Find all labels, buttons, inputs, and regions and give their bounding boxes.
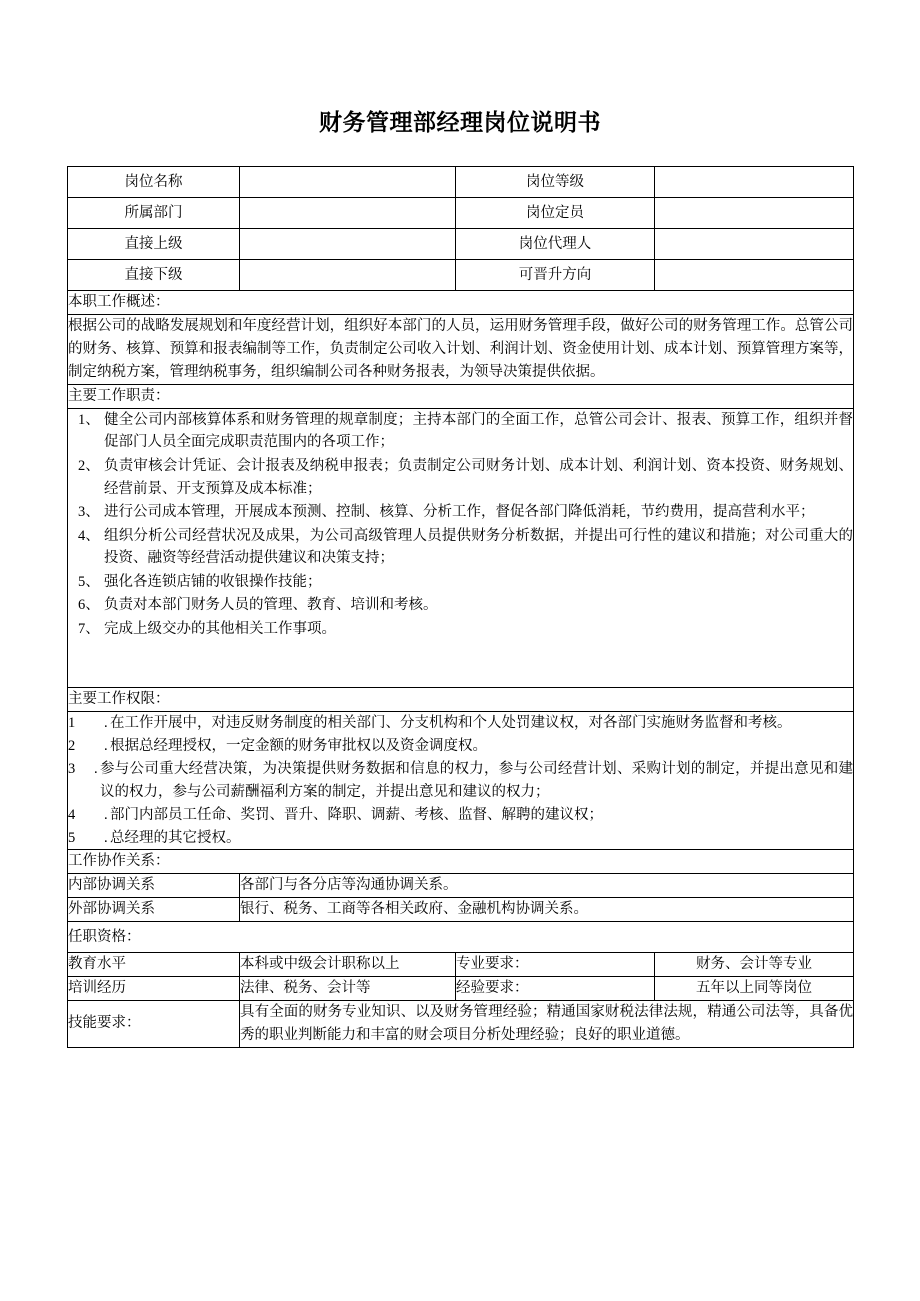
authority-dot: . bbox=[104, 829, 108, 846]
field-value-department[interactable] bbox=[240, 198, 456, 229]
authority-text: 参与公司重大经营决策，为决策提供财务数据和信息的权力，参与公司经营计划、采购计划的制定，并提出意见和建议的权力，参与公司薪酬福利方案的制定，并提出意见和建议的权力； bbox=[100, 760, 853, 800]
list-item bbox=[68, 594, 853, 617]
field-label-headcount: 岗位定员 bbox=[456, 198, 655, 229]
list-item bbox=[68, 804, 853, 827]
duty-text: 组织分析公司经营状况及成果，为公司高级管理人员提供财务分析数据，并提出可行性的建议和措施；对公司重大的投资、融资等经营活动提供建议和决策支持； bbox=[104, 527, 853, 567]
field-label-position-grade: 岗位等级 bbox=[456, 167, 655, 198]
field-value-deputy[interactable] bbox=[655, 229, 854, 260]
authority-text: 在工作开展中，对违反财务制度的相关部门、分支机构和个人处罚建议权，对各部门实施财务监督和考核。 bbox=[110, 715, 792, 731]
field-value-direct-subordinate[interactable] bbox=[240, 260, 456, 291]
list-item bbox=[68, 758, 853, 804]
duties-trailing-space bbox=[68, 641, 853, 687]
authority-number: 3 bbox=[68, 760, 76, 777]
duty-number: 1、 bbox=[78, 411, 100, 428]
section-header-row-authority bbox=[68, 688, 854, 712]
authority-number: 1 bbox=[68, 715, 76, 731]
job-description-table bbox=[67, 166, 854, 1048]
duty-text: 进行公司成本管理，开展成本预测、控制、核算、分析工作，督促各部门降低消耗，节约费用，提高营利水平； bbox=[104, 504, 815, 521]
field-label-direct-subordinate: 直接下级 bbox=[68, 260, 240, 291]
list-item bbox=[68, 525, 853, 571]
duty-text: 负责对本部门财务人员的管理、教育、培训和考核。 bbox=[104, 597, 438, 614]
section-heading-authority: 主要工作权限： bbox=[68, 688, 854, 712]
list-item bbox=[68, 618, 853, 641]
table-row bbox=[68, 1000, 854, 1047]
list-item bbox=[68, 827, 853, 850]
field-label-direct-supervisor: 直接上级 bbox=[68, 229, 240, 260]
authority-text: 总经理的其它授权。 bbox=[110, 829, 241, 846]
field-value-headcount[interactable] bbox=[655, 198, 854, 229]
qualification-label-experience: 经验要求： bbox=[456, 977, 655, 1001]
table-row bbox=[68, 898, 854, 922]
authority-number: 4 bbox=[68, 806, 76, 823]
coordination-label-internal: 内部协调关系 bbox=[68, 874, 240, 898]
field-label-promotion-path: 可晋升方向 bbox=[456, 260, 655, 291]
duty-text: 负责审核会计凭证、会计报表及纳税申报表；负责制定公司财务计划、成本计划、利润计划、资本投资、财务规划、经营前景、开支预算及成本标准； bbox=[104, 457, 853, 497]
qualification-label-major: 专业要求： bbox=[456, 953, 655, 977]
authority-list bbox=[68, 712, 853, 849]
coordination-label-external: 外部协调关系 bbox=[68, 898, 240, 922]
qualification-value-training: 法律、税务、会计等 bbox=[240, 977, 456, 1001]
section-heading-duties: 主要工作职责： bbox=[68, 384, 854, 408]
duty-number: 5、 bbox=[78, 573, 100, 590]
authority-number: 2 bbox=[68, 737, 76, 754]
qualification-value-education: 本科或中级会计职称以上 bbox=[240, 953, 456, 977]
list-item bbox=[68, 455, 853, 501]
coordination-value-external: 银行、税务、工商等各相关政府、金融机构协调关系。 bbox=[240, 898, 854, 922]
duty-number: 3、 bbox=[78, 504, 100, 521]
authority-number: 5 bbox=[68, 829, 76, 846]
qualification-value-experience: 五年以上同等岗位 bbox=[655, 977, 854, 1001]
section-body-row-duties bbox=[68, 408, 854, 688]
duty-number: 4、 bbox=[78, 527, 100, 544]
qualification-value-skills: 具有全面的财务专业知识、以及财务管理经验；精通国家财税法律法规，精通公司法等，具备优秀的职业判断能力和丰富的财会项目分析处理经验；良好的职业道德。 bbox=[240, 1000, 854, 1047]
field-value-promotion-path[interactable] bbox=[655, 260, 854, 291]
duty-number: 7、 bbox=[78, 620, 100, 637]
authority-dot: . bbox=[104, 715, 108, 731]
authority-text: 根据总经理授权，一定金额的财务审批权以及资金调度权。 bbox=[110, 737, 487, 754]
list-item bbox=[68, 712, 853, 735]
duty-list bbox=[68, 409, 853, 641]
field-label-deputy: 岗位代理人 bbox=[456, 229, 655, 260]
authority-text: 部门内部员工任命、奖罚、晋升、降职、调薪、考核、监督、解聘的建议权； bbox=[110, 806, 603, 823]
section-body-authority bbox=[68, 712, 854, 850]
field-label-department: 所属部门 bbox=[68, 198, 240, 229]
field-label-position-name: 岗位名称 bbox=[68, 167, 240, 198]
qualification-label-education: 教育水平 bbox=[68, 953, 240, 977]
table-row bbox=[68, 198, 854, 229]
duty-number: 2、 bbox=[78, 457, 100, 474]
authority-dot: . bbox=[94, 760, 98, 777]
qualification-label-training: 培训经历 bbox=[68, 977, 240, 1001]
table-row bbox=[68, 260, 854, 291]
section-heading-coordination: 工作协作关系： bbox=[68, 850, 854, 874]
qualification-label-skills: 技能要求： bbox=[68, 1000, 240, 1047]
section-body-duties bbox=[68, 408, 854, 688]
section-body-overview bbox=[68, 314, 854, 384]
list-item bbox=[68, 501, 853, 524]
table-row bbox=[68, 977, 854, 1001]
list-item bbox=[68, 409, 853, 455]
overview-paragraph: 根据公司的战略发展规划和年度经营计划，组织好本部门的人员，运用财务管理手段，做好公司的财务管理工作。总管公司的财务、核算、预算和报表编制等工作，负责制定公司收入计划、利润计划、资金使用计划、成本计划、预算管理方案等，制定纳税方案，管理纳税事务，组织编制公司各种财务报表，为领导决策提供依据。 bbox=[68, 317, 853, 380]
field-value-direct-supervisor[interactable] bbox=[240, 229, 456, 260]
section-header-row-duties bbox=[68, 384, 854, 408]
authority-dot: . bbox=[104, 806, 108, 823]
field-value-position-name[interactable] bbox=[240, 167, 456, 198]
section-header-row-coordination bbox=[68, 850, 854, 874]
table-row bbox=[68, 874, 854, 898]
table-row bbox=[68, 953, 854, 977]
qualification-value-major: 财务、会计等专业 bbox=[655, 953, 854, 977]
table-row bbox=[68, 167, 854, 198]
section-body-row-authority bbox=[68, 712, 854, 850]
section-heading-qualification: 任职资格： bbox=[68, 922, 854, 953]
coordination-value-internal: 各部门与各分店等沟通协调关系。 bbox=[240, 874, 854, 898]
list-item bbox=[68, 571, 853, 594]
authority-dot: . bbox=[104, 737, 108, 754]
section-heading-overview: 本职工作概述： bbox=[68, 291, 854, 315]
field-value-position-grade[interactable] bbox=[655, 167, 854, 198]
duty-text: 强化各连锁店铺的收银操作技能； bbox=[104, 573, 322, 590]
duty-text: 健全公司内部核算体系和财务管理的规章制度；主持本部门的全面工作，总管公司会计、报表、预算工作，组织并督促部门人员全面完成职责范围内的各项工作； bbox=[104, 411, 853, 451]
page-title: 财务管理部经理岗位说明书 bbox=[319, 109, 601, 135]
table-row bbox=[68, 229, 854, 260]
section-header-row-qualification bbox=[68, 922, 854, 953]
section-header-row-overview bbox=[68, 291, 854, 315]
duty-text: 完成上级交办的其他相关工作事项。 bbox=[104, 620, 336, 637]
list-item bbox=[68, 735, 853, 758]
section-body-row-overview bbox=[68, 314, 854, 384]
duty-number: 6、 bbox=[78, 597, 100, 614]
